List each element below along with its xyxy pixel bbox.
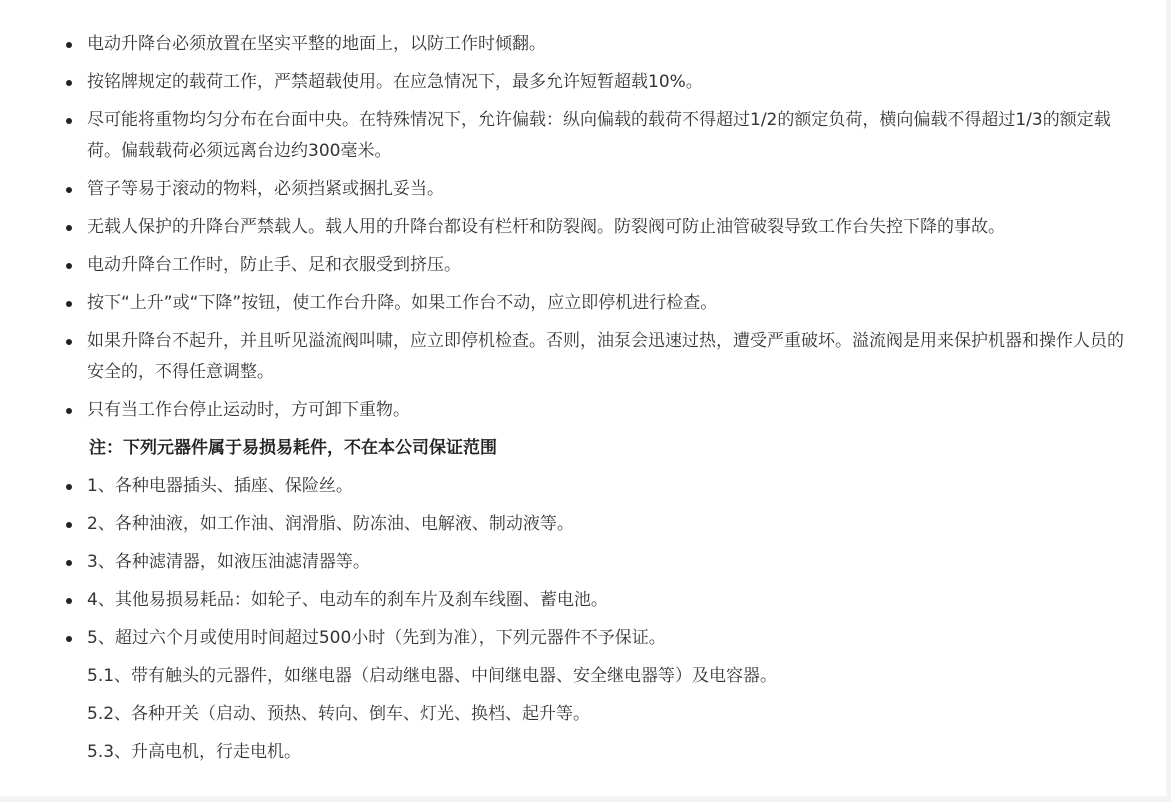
list-item: 按铭牌规定的载荷工作，严禁超载使用。在应急情况下，最多允许短暂超载10%。: [87, 67, 1137, 98]
sub-item: 5.2、各种开关（启动、预热、转向、倒车、灯光、换档、起升等。: [87, 704, 591, 724]
note-heading: 注：下列元器件属于易损易耗件，不在本公司保证范围: [89, 438, 497, 458]
list-item: 尽可能将重物均匀分布在台面中央。在特殊情况下，允许偏载：纵向偏载的载荷不得超过1/2的额定负荷，横向偏载不得超过1/3的额定载荷。偏载载荷必须远离台边约300毫米。: [87, 105, 1137, 167]
list-item: 2、各种油液，如工作油、润滑脂、防冻油、电解液、制动液等。: [87, 509, 1137, 540]
list-item: 1、各种电器插头、插座、保险丝。: [87, 471, 1137, 502]
list-item: 5、超过六个月或使用时间超过500小时（先到为准），下列元器件不予保证。: [87, 623, 1137, 654]
list-item: 只有当工作台停止运动时，方可卸下重物。: [87, 395, 1137, 426]
list-item: 电动升降台必须放置在坚实平整的地面上，以防工作时倾翻。: [87, 29, 1137, 60]
list-item: 按下“上升”或“下降”按钮，使工作台升降。如果工作台不动，应立即停机进行检查。: [87, 288, 1137, 319]
list-item: 电动升降台工作时，防止手、足和衣服受到挤压。: [87, 250, 1137, 281]
sub-item: 5.3、升高电机，行走电机。: [87, 742, 302, 762]
sub-item: 5.1、带有触头的元器件，如继电器（启动继电器、中间继电器、安全继电器等）及电容器。: [87, 666, 778, 686]
list-item: 3、各种滤清器，如液压油滤清器等。: [87, 547, 1137, 578]
list-item: 如果升降台不起升，并且听见溢流阀叫啸，应立即停机检查。否则，油泵会迅速过热，遭受严重破坏。溢流阀是用来保护机器和操作人员的安全的，不得任意调整。: [87, 326, 1137, 388]
list-item: 管子等易于滚动的物料，必须挡紧或捆扎妥当。: [87, 174, 1137, 205]
list-item: 无载人保护的升降台严禁载人。载人用的升降台都设有栏杆和防裂阀。防裂阀可防止油管破裂导致工作台失控下降的事故。: [87, 212, 1137, 243]
list-item: 4、其他易损易耗品：如轮子、电动车的刹车片及刹车线圈、蓄电池。: [87, 585, 1137, 616]
